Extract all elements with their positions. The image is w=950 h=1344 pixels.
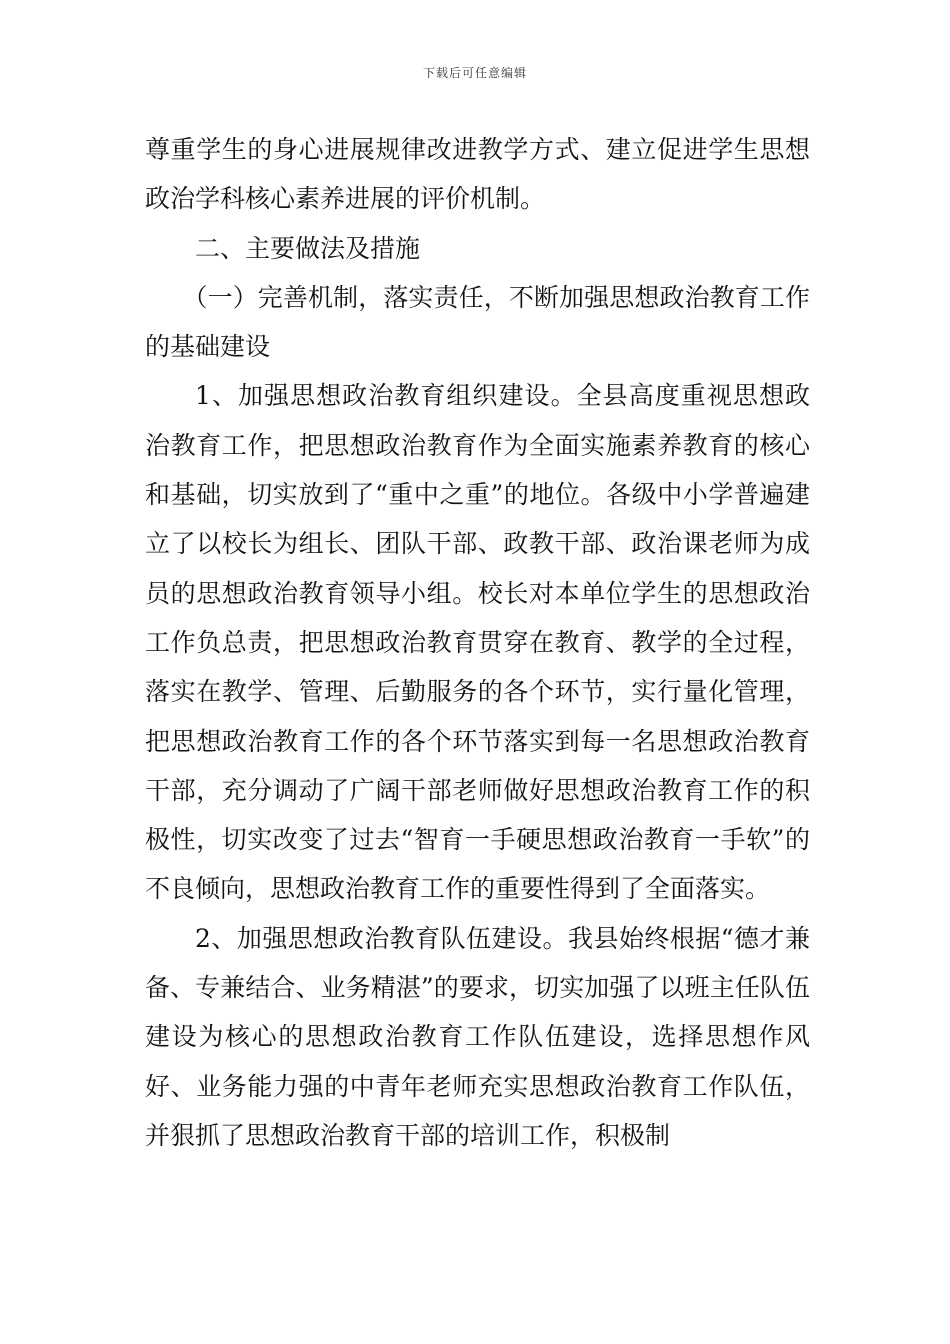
paragraph-intro-continuation: 尊重学生的身心进展规律改进教学方式、建立促进学生思想政治学科核心素养进展的评价机制。	[145, 135, 810, 214]
page-header-note: 下载后可任意编辑	[422, 66, 527, 80]
document-body	[145, 125, 810, 1160]
subsection-heading-mechanism: （一）完善机制，落实责任，不断加强思想政治教育工作的基础建设	[145, 282, 810, 362]
section-heading-main-measures: 二、主要做法及措施	[195, 233, 421, 263]
paragraph-team-building: 2、加强思想政治教育队伍建设。我县始终根据“德才兼备、专兼结合、业务精湛”的要求，切实加强了以班主任队伍建设为核心的思想政治教育工作队伍建设，选择思想作风好、业务能力强的中青年老师充实思想政治教育工作队伍，并狠抓了思想政治教育干部的培训工作，积极制	[145, 923, 810, 1150]
paragraph-organization-building: 1、加强思想政治教育组织建设。全县高度重视思想政治教育工作，把思想政治教育作为全面实施素养教育的核心和基础，切实放到了“重中之重”的地位。各级中小学普遍建立了以校长为组长、团队干部、政教干部、政治课老师为成员的思想政治教育领导小组。校长对本单位学生的思想政治工作负总责，把思想政治教育贯穿在教育、教学的全过程，落实在教学、管理、后勤服务的各个环节，实行量化管理，把思想政治教育工作的各个环节落实到每一名思想政治教育干部，充分调动了广阔干部老师做好思想政治教育工作的积极性，切实改变了过去“智育一手硬思想政治教育一手软”的不良倾向，思想政治教育工作的重要性得到了全面落实。	[145, 381, 810, 904]
